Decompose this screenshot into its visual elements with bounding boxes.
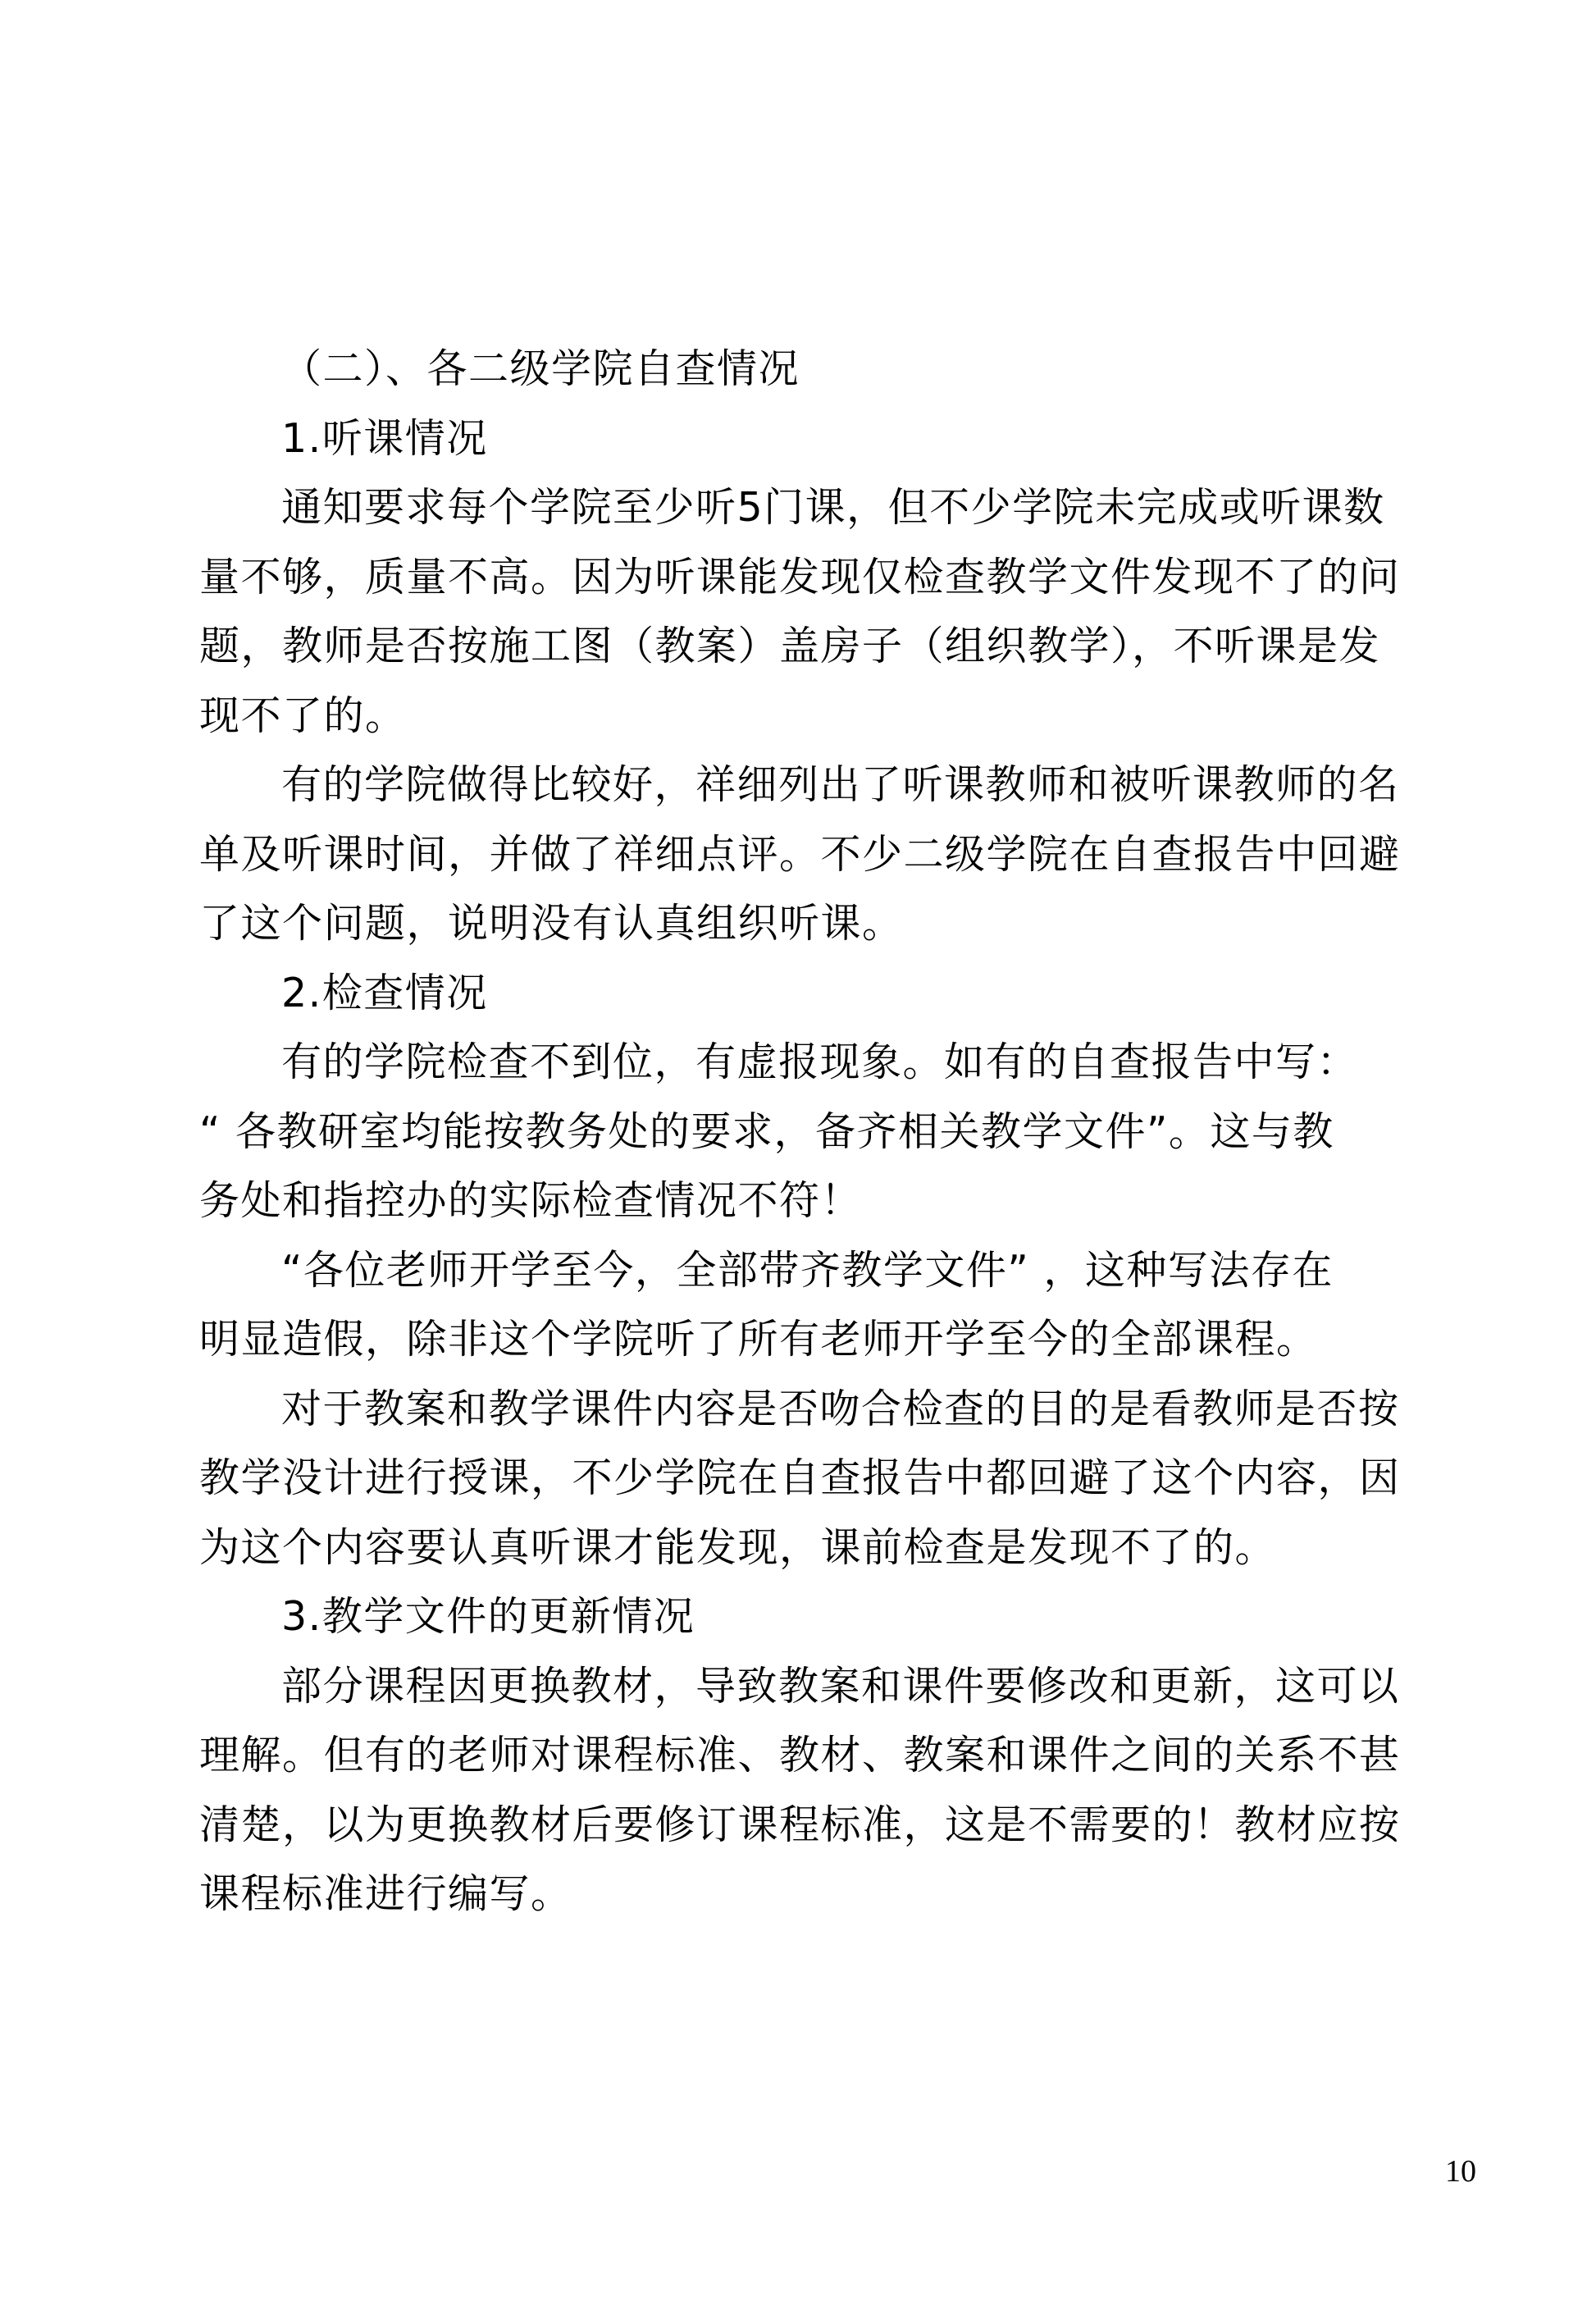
paragraph-line: “各位老师开学至今，全部带齐教学文件” ，这种写法存在	[281, 1246, 1334, 1294]
paragraph-line: “ 各教研室均能按教务处的要求，备齐相关教学文件”。这与教	[199, 1107, 1334, 1155]
paragraph-line: 部分课程因更换教材，导致教案和课件要修改和更新，这可以	[281, 1662, 1400, 1710]
paragraph-line: 有的学院检查不到位，有虚报现象。如有的自查报告中写：	[281, 1039, 1359, 1085]
page-number: 10	[1445, 2154, 1476, 2189]
subheading-listening: 1.听课情况	[281, 414, 488, 462]
subheading-update: 3.教学文件的更新情况	[281, 1593, 695, 1640]
document-body	[199, 335, 1401, 1929]
paragraph-line: 课程标准进行编写。	[199, 1870, 572, 1917]
paragraph-line: 量不够，质量不高。因为听课能发现仅检查教学文件发现不了的问	[199, 553, 1401, 600]
paragraph-line: 清楚，以为更换教材后要修订课程标准，这是不需要的！教材应按	[199, 1801, 1401, 1848]
paragraph-line: 教学没计进行授课，不少学院在自查报告中都回避了这个内容，因	[199, 1454, 1401, 1501]
section-heading: （二）、各二级学院自查情况	[281, 345, 800, 392]
paragraph-line: 单及听课时间，并做了祥细点评。不少二级学院在自查报告中回避	[199, 830, 1401, 878]
paragraph-line: 通知要求每个学院至少听5门课，但不少学院未完成或听课数	[281, 484, 1385, 531]
paragraph-line: 务处和指控办的实际检查情况不符！	[199, 1177, 863, 1224]
subheading-inspection: 2.检查情况	[281, 969, 488, 1016]
paragraph-line: 明显造假，除非这个学院听了所有老师开学至今的全部课程。	[199, 1316, 1318, 1363]
paragraph-line: 现不了的。	[199, 692, 407, 739]
paragraph-line: 题，教师是否按施工图（教案）盖房子（组织教学），不听课是发	[199, 623, 1381, 669]
paragraph-line: 有的学院做得比较好，祥细列出了听课教师和被听课教师的名	[281, 761, 1400, 808]
paragraph-line: 了这个问题，说明没有认真组织听课。	[199, 900, 904, 947]
paragraph-line: 理解。但有的老师对课程标准、教材、教案和课件之间的关系不甚	[199, 1732, 1401, 1778]
paragraph-line: 为这个内容要认真听课才能发现，课前检查是发现不了的。	[199, 1523, 1277, 1571]
paragraph-line: 对于教案和教学课件内容是否吻合检查的目的是看教师是否按	[281, 1385, 1400, 1432]
